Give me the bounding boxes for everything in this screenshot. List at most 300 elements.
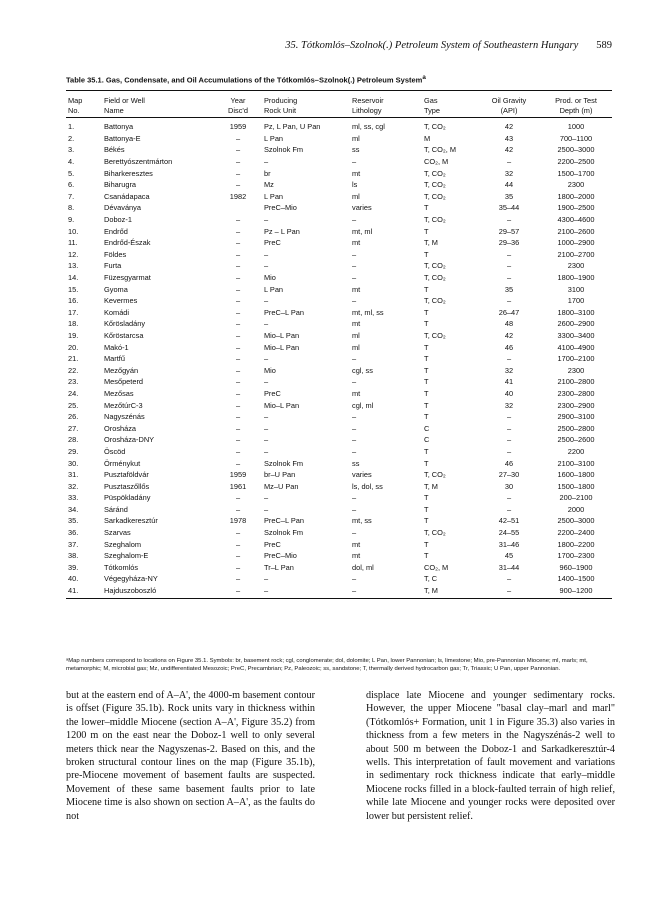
table-body: [66, 118, 612, 599]
cell-oil-gravity: 26–47: [498, 307, 520, 317]
cell-gas-type: T: [424, 319, 429, 329]
cell-producing-unit: –: [264, 261, 269, 271]
cell-field-name: Kőrösladány: [104, 319, 146, 329]
cell-producing-unit: Mio: [264, 273, 276, 283]
table-row: [66, 191, 612, 203]
table-row: [66, 538, 612, 550]
cell-year: –: [235, 168, 241, 178]
cell-reservoir-lithology: –: [352, 574, 357, 584]
header-gas-type: Gas: [422, 91, 478, 106]
cell-depth: 1500–1800: [557, 481, 595, 491]
cell-year: –: [235, 249, 241, 259]
table-caption: [66, 74, 626, 85]
cell-gas-type: T: [424, 354, 429, 364]
cell-map-no: 39.: [68, 562, 79, 572]
cell-reservoir-lithology: –: [352, 493, 357, 503]
cell-map-no: 23.: [68, 377, 79, 387]
cell-year: –: [235, 215, 241, 225]
cell-field-name: Mesőpeterd: [104, 377, 144, 387]
cell-field-name: Örménykut: [104, 458, 141, 468]
cell-map-no: 6.: [68, 180, 75, 190]
cell-year: [214, 202, 262, 214]
cell-year: –: [235, 574, 241, 584]
cell-reservoir-lithology: –: [352, 354, 357, 364]
cell-reservoir-lithology: cgl, ml: [352, 400, 374, 410]
cell-map-no: 16.: [68, 296, 79, 306]
cell-oil-gravity: 42: [504, 122, 514, 132]
table-row: [66, 399, 612, 411]
cell-field-name: Kevermes: [104, 296, 138, 306]
cell-oil-gravity: 27–30: [498, 470, 520, 480]
cell-field-name: Hajduszoboszló: [102, 585, 214, 599]
cell-producing-unit: Mz–U Pan: [264, 481, 299, 491]
cell-producing-unit: –: [264, 215, 269, 225]
cell-reservoir-lithology: –: [352, 528, 357, 538]
cell-depth: 200–2100: [559, 493, 593, 503]
table-row: [66, 318, 612, 330]
cell-depth: 1800–2200: [557, 539, 595, 549]
cell-oil-gravity: –: [506, 493, 512, 503]
cell-map-no: 14.: [68, 273, 79, 283]
table-row: [66, 434, 612, 446]
table-row: [66, 457, 612, 469]
cell-depth: 1400–1500: [557, 574, 595, 584]
cell-field-name: Endrőd-Észak: [104, 238, 151, 248]
cell-producing-unit: PreC–L Pan: [264, 516, 304, 526]
cell-year: –: [235, 319, 241, 329]
table-row: [66, 411, 612, 423]
cell-gas-type: T: [424, 226, 429, 236]
cell-gas-type: T, CO₂: [424, 470, 446, 480]
cell-gas-type: T: [424, 365, 429, 375]
cell-map-no: 22.: [68, 365, 79, 375]
cell-year: –: [235, 284, 241, 294]
cell-year: –: [235, 388, 241, 398]
cell-map-no: 18.: [68, 319, 79, 329]
cell-depth: 2300: [567, 365, 585, 375]
table-row: [66, 330, 612, 342]
cell-gas-type: T: [424, 504, 429, 514]
cell-field-name: Püspökladány: [104, 493, 151, 503]
cell-map-no: 41.: [66, 585, 102, 599]
cell-reservoir-lithology: –: [352, 261, 357, 271]
cell-gas-type: T, CO₂: [424, 273, 446, 283]
cell-producing-unit: Szolnok Fm: [264, 145, 304, 155]
cell-year: –: [235, 493, 241, 503]
cell-field-name: Doboz-1: [104, 215, 132, 225]
cell-gas-type: T, CO₂: [424, 330, 446, 340]
cell-field-name: Endrőd: [104, 226, 128, 236]
header-producing-unit: Rock Unit: [262, 105, 350, 118]
cell-gas-type: T, CO₂: [424, 261, 446, 271]
cell-map-no: 33.: [68, 493, 79, 503]
cell-depth: 900–1200: [540, 585, 612, 599]
cell-depth: 1500–1700: [557, 168, 595, 178]
cell-oil-gravity: 35–44: [498, 203, 520, 213]
cell-oil-gravity: –: [506, 215, 512, 225]
cell-gas-type: T, CO₂, M: [424, 145, 457, 155]
cell-reservoir-lithology: –: [352, 504, 357, 514]
cell-reservoir-lithology: –: [352, 249, 357, 259]
cell-gas-type: C: [424, 435, 430, 445]
cell-field-name: Mezőgyán: [104, 365, 139, 375]
cell-producing-unit: Pz, L Pan, U Pan: [264, 122, 321, 132]
cell-map-no: 24.: [68, 388, 79, 398]
cell-year: –: [235, 238, 241, 248]
cell-year: –: [235, 423, 241, 433]
table-row: [66, 422, 612, 434]
table-row: [66, 364, 612, 376]
cell-depth: 2500–2800: [557, 423, 595, 433]
cell-year: –: [235, 354, 241, 364]
table-footnote: ᵃMap numbers correspond to locations on Figure 35.1. Symbols: br, basement rock; cgl, conglomerate; dol, dolomite; L Pan, lower Pannonian; ls, limestone; Mio, pre-Pannonian Miocene; ml, marls; mt, metamorphic; M, microbial gas; Mz, undifferentiated Mesozoic; PreC, Precambrian; Pz, Paleozoic; ss, sandstone; T, thermally derived hydrocarbon gas; Tr, Triassic; U Pan, upper Pannonian.: [66, 658, 588, 673]
cell-map-no: 37.: [68, 539, 79, 549]
cell-reservoir-lithology: ml, ss, cgl: [352, 122, 385, 132]
cell-producing-unit: PreC: [264, 238, 281, 248]
cell-reservoir-lithology: ml: [352, 133, 360, 143]
running-head: [40, 40, 612, 51]
cell-depth: 1700–2100: [557, 354, 595, 364]
cell-year: –: [235, 551, 241, 561]
table-row: [66, 167, 612, 179]
cell-map-no: 12.: [68, 249, 79, 259]
cell-reservoir-lithology: –: [352, 296, 357, 306]
running-head-title: 35. Tótkomlós–Szolnok(.) Petroleum System of Southeastern Hungary: [285, 40, 579, 51]
cell-year: –: [235, 539, 241, 549]
table-row: [66, 272, 612, 284]
cell-gas-type: C: [424, 423, 430, 433]
cell-oil-gravity: –: [506, 446, 512, 456]
cell-producing-unit: br–U Pan: [264, 470, 296, 480]
cell-year: –: [235, 342, 241, 352]
cell-reservoir-lithology: ls, dol, ss: [352, 481, 383, 491]
cell-map-no: 32.: [68, 481, 79, 491]
cell-depth: 2100–3100: [557, 458, 595, 468]
cell-gas-type: T, M: [424, 481, 438, 491]
cell-producing-unit: Mio–L Pan: [264, 330, 300, 340]
cell-year: –: [235, 412, 241, 422]
table-row: [66, 515, 612, 527]
header-reservoir-lithology: Lithology: [350, 105, 422, 118]
cell-reservoir-lithology: –: [352, 377, 357, 387]
cell-gas-type: CO₂, M: [424, 562, 449, 572]
cell-depth: 1700–2300: [557, 551, 595, 561]
header-producing-unit: Producing: [262, 91, 350, 106]
cell-depth: 1000–2900: [557, 238, 595, 248]
cell-year: –: [235, 145, 241, 155]
cell-depth: 4300–4600: [557, 215, 595, 225]
cell-oil-gravity: 43: [504, 133, 514, 143]
table-row: [66, 214, 612, 226]
cell-producing-unit: –: [264, 319, 269, 329]
cell-field-name: Békés: [104, 145, 125, 155]
cell-gas-type: T: [424, 203, 429, 213]
header-field-name: Name: [102, 105, 214, 118]
cell-depth: 1800–3100: [557, 307, 595, 317]
cell-gas-type: T: [424, 377, 429, 387]
cell-year: –: [214, 585, 262, 599]
table-row: [66, 504, 612, 516]
cell-map-no: 21.: [68, 354, 79, 364]
cell-map-no: 3.: [68, 145, 75, 155]
header-depth: Depth (m): [540, 105, 612, 118]
cell-year: –: [235, 226, 241, 236]
table-row: [66, 133, 612, 145]
cell-field-name: Szeghalom: [104, 539, 141, 549]
cell-oil-gravity: 46: [504, 342, 514, 352]
cell-oil-gravity: 30: [504, 481, 514, 491]
cell-reservoir-lithology: ml: [352, 191, 360, 201]
cell-depth: 1600–1800: [557, 470, 595, 480]
cell-map-no: 19.: [68, 330, 79, 340]
table-row: [66, 156, 612, 168]
cell-oil-gravity: 42: [504, 330, 514, 340]
table-row: [66, 260, 612, 272]
cell-oil-gravity: –: [506, 435, 512, 445]
cell-oil-gravity: 48: [504, 319, 514, 329]
cell-year: –: [235, 377, 241, 387]
cell-depth: 2300–2900: [557, 400, 595, 410]
table-row: [66, 573, 612, 585]
cell-gas-type: T: [424, 284, 429, 294]
page-number: 589: [596, 40, 612, 51]
cell-reservoir-lithology: mt: [352, 284, 361, 294]
header-year: Disc'd: [214, 105, 262, 118]
header-depth: Prod. or Test: [540, 91, 612, 106]
cell-gas-type: T: [424, 551, 429, 561]
cell-year: –: [235, 261, 241, 271]
cell-map-no: 10.: [68, 226, 79, 236]
cell-depth: 2900–3100: [557, 412, 595, 422]
cell-year: –: [235, 562, 241, 572]
cell-oil-gravity: –: [506, 412, 512, 422]
header-oil-gravity: Oil Gravity: [478, 91, 540, 106]
cell-map-no: 7.: [68, 191, 75, 201]
cell-map-no: 36.: [68, 528, 79, 538]
table-row: [66, 225, 612, 237]
cell-map-no: 30.: [68, 458, 79, 468]
cell-reservoir-lithology: mt: [352, 551, 361, 561]
cell-depth: 2500–3000: [557, 145, 595, 155]
cell-oil-gravity: –: [506, 249, 512, 259]
cell-reservoir-lithology: –: [350, 585, 422, 599]
cell-field-name: Gyoma: [104, 284, 128, 294]
cell-year: –: [235, 273, 241, 283]
cell-gas-type: T, CO₂: [424, 296, 446, 306]
cell-gas-type: T: [424, 388, 429, 398]
cell-field-name: Szeghalom-E: [104, 551, 149, 561]
table-row: [66, 562, 612, 574]
accumulations-table: [66, 90, 612, 599]
table-row: [66, 249, 612, 261]
cell-gas-type: T, CO₂: [424, 180, 446, 190]
cell-gas-type: T, C: [424, 574, 438, 584]
cell-reservoir-lithology: mt, ml, ss: [352, 307, 384, 317]
body-text-right-column: displace late Miocene and younger sedimentary rocks. However, the upper Miocene "basal clay–marl and marl" (Tótkomlós+ Formation, unit 1 in Figure 35.3) also varies in thickness from a few meters in the Nagyszénás-2 well to about 500 m between the Doboz-1 and Sarkadkeresztúr-4 wells. This interpretation of fault movement and variations in sedimentary rock thickness indicate that early–middle Miocene rocks filled in a block-faulted terrain of high relief, while late Miocene and younger rocks were deposited over lower but persistent relief.: [366, 690, 615, 822]
cell-gas-type: T, M: [422, 585, 478, 599]
cell-depth: 2100–2700: [557, 249, 595, 259]
cell-field-name: Csanádapaca: [104, 191, 150, 201]
cell-reservoir-lithology: mt: [352, 539, 361, 549]
cell-producing-unit: Szolnok Fm: [264, 458, 304, 468]
cell-oil-gravity: 46: [504, 458, 514, 468]
cell-depth: 1800–1900: [557, 273, 595, 283]
cell-map-no: 1.: [68, 122, 75, 132]
table-row: [66, 446, 612, 458]
cell-field-name: Mezősas: [104, 388, 134, 398]
cell-producing-unit: –: [264, 504, 269, 514]
cell-reservoir-lithology: –: [352, 446, 357, 456]
header-row-1: [66, 91, 612, 106]
table-row: [66, 307, 612, 319]
cell-producing-unit: PreC: [264, 388, 281, 398]
cell-producing-unit: –: [264, 249, 269, 259]
cell-map-no: 26.: [68, 412, 79, 422]
cell-producing-unit: –: [264, 296, 269, 306]
cell-depth: 2300: [567, 261, 585, 271]
cell-depth: 2200–2400: [557, 528, 595, 538]
cell-oil-gravity: 44: [504, 180, 514, 190]
cell-reservoir-lithology: –: [352, 412, 357, 422]
cell-reservoir-lithology: ss: [352, 458, 360, 468]
cell-map-no: 29.: [68, 446, 79, 456]
cell-map-no: 17.: [68, 307, 79, 317]
cell-map-no: 2.: [68, 133, 75, 143]
cell-map-no: 11.: [68, 238, 78, 248]
cell-depth: 2600–2900: [557, 319, 595, 329]
cell-depth: 2100–2800: [557, 377, 595, 387]
cell-producing-unit: Tr–L Pan: [264, 562, 294, 572]
cell-depth: 2500–3000: [557, 516, 595, 526]
cell-year: –: [235, 133, 241, 143]
table-row: [66, 527, 612, 539]
cell-gas-type: M: [424, 133, 431, 143]
cell-depth: 3100: [567, 284, 585, 294]
cell-reservoir-lithology: varies: [352, 203, 372, 213]
cell-gas-type: T: [424, 493, 429, 503]
cell-depth: 1700: [567, 296, 585, 306]
table-row: [66, 585, 612, 599]
cell-reservoir-lithology: mt, ss: [352, 516, 372, 526]
cell-gas-type: T: [424, 342, 429, 352]
cell-oil-gravity: –: [506, 423, 512, 433]
cell-producing-unit: Mio–L Pan: [264, 400, 300, 410]
cell-reservoir-lithology: varies: [352, 470, 372, 480]
header-field-name: Field or Well: [102, 91, 214, 106]
cell-field-name: Berettyószentmárton: [104, 157, 173, 167]
cell-oil-gravity: –: [506, 261, 512, 271]
cell-reservoir-lithology: –: [352, 435, 357, 445]
table-row: [66, 202, 612, 214]
cell-field-name: Biharkeresztes: [104, 168, 153, 178]
cell-producing-unit: –: [264, 157, 269, 167]
cell-producing-unit: –: [264, 574, 269, 584]
cell-year: –: [235, 400, 241, 410]
cell-field-name: Füzesgyarmat: [104, 273, 151, 283]
cell-depth: 1900–2500: [557, 203, 595, 213]
cell-reservoir-lithology: mt: [352, 168, 361, 178]
cell-map-no: 4.: [68, 157, 75, 167]
cell-reservoir-lithology: –: [352, 215, 357, 225]
cell-gas-type: T: [424, 400, 429, 410]
cell-gas-type: T, CO₂: [424, 191, 446, 201]
cell-field-name: Pusztaszőllős: [104, 481, 150, 491]
cell-year: 1959: [229, 122, 247, 132]
cell-reservoir-lithology: ml: [352, 330, 360, 340]
table-row: [66, 353, 612, 365]
table-row: [66, 144, 612, 156]
cell-depth: 1800–2000: [557, 191, 595, 201]
cell-map-no: 38.: [68, 551, 79, 561]
cell-oil-gravity: –: [506, 273, 512, 283]
cell-oil-gravity: 42–51: [498, 516, 520, 526]
cell-year: 1961: [229, 481, 247, 491]
cell-producing-unit: –: [262, 585, 350, 599]
table-row: [66, 550, 612, 562]
cell-oil-gravity: 42: [504, 145, 514, 155]
cell-producing-unit: –: [264, 423, 269, 433]
cell-depth: 960–1900: [559, 562, 593, 572]
table-row: [66, 283, 612, 295]
cell-producing-unit: –: [264, 435, 269, 445]
cell-map-no: 15.: [68, 284, 79, 294]
cell-reservoir-lithology: ls: [352, 180, 358, 190]
cell-year: –: [235, 365, 241, 375]
cell-year: –: [235, 180, 241, 190]
cell-map-no: 20.: [68, 342, 79, 352]
cell-field-name: Nagyszénás: [104, 412, 145, 422]
header-map-no: Map: [66, 91, 102, 106]
cell-oil-gravity: 24–55: [498, 528, 520, 538]
cell-producing-unit: –: [264, 377, 269, 387]
cell-reservoir-lithology: –: [352, 273, 357, 283]
table-row: [66, 118, 612, 133]
cell-oil-gravity: 29–57: [498, 226, 520, 236]
cell-year: –: [235, 458, 241, 468]
cell-reservoir-lithology: –: [352, 423, 357, 433]
cell-oil-gravity: 31–46: [498, 539, 520, 549]
cell-gas-type: T: [424, 458, 429, 468]
cell-producing-unit: –: [264, 412, 269, 422]
cell-field-name: Orosháza: [104, 423, 137, 433]
cell-depth: 2100–2600: [557, 226, 595, 236]
cell-oil-gravity: –: [506, 354, 512, 364]
cell-field-name: Dévaványa: [104, 203, 141, 213]
cell-producing-unit: Mz: [264, 180, 274, 190]
header-oil-gravity: (API): [478, 105, 540, 118]
cell-year: 1982: [229, 191, 247, 201]
cell-producing-unit: PreC–Mio: [264, 203, 297, 213]
cell-gas-type: T, CO₂: [424, 528, 446, 538]
cell-map-no: 34.: [68, 504, 79, 514]
body-text-left-column: but at the eastern end of A–A', the 4000-m basement contour is offset (Figure 35.1b). Rock units vary in thickness within the lower–middle Miocene (section A–A', Figure 35.2) from 1200 m on the east near the Doboz-1 well to only several meters thick near the Nagyszenas-2. Based on this, and the broken structural contour lines on the map (Figure 35.1b), pre-Miocene movement of basement faults are suspected. Movement of these same basement faults prior to late Miocene time is also shown on section A–A', as the faults do not: [66, 690, 315, 822]
cell-oil-gravity: 29–36: [498, 238, 520, 248]
cell-producing-unit: L Pan: [264, 191, 284, 201]
header-reservoir-lithology: Reservoir: [350, 91, 422, 106]
cell-field-name: Végegyháza-NY: [104, 574, 158, 584]
cell-year: –: [235, 157, 241, 167]
cell-oil-gravity: 45: [504, 551, 514, 561]
cell-year: –: [235, 307, 241, 317]
cell-field-name: Furta: [104, 261, 122, 271]
header-year: Year: [214, 91, 262, 106]
cell-map-no: 5.: [68, 168, 75, 178]
cell-oil-gravity: 32: [504, 400, 514, 410]
cell-producing-unit: –: [264, 354, 269, 364]
table-row: [66, 295, 612, 307]
cell-field-name: Tótkomlós: [104, 562, 139, 572]
cell-reservoir-lithology: ss: [352, 145, 360, 155]
